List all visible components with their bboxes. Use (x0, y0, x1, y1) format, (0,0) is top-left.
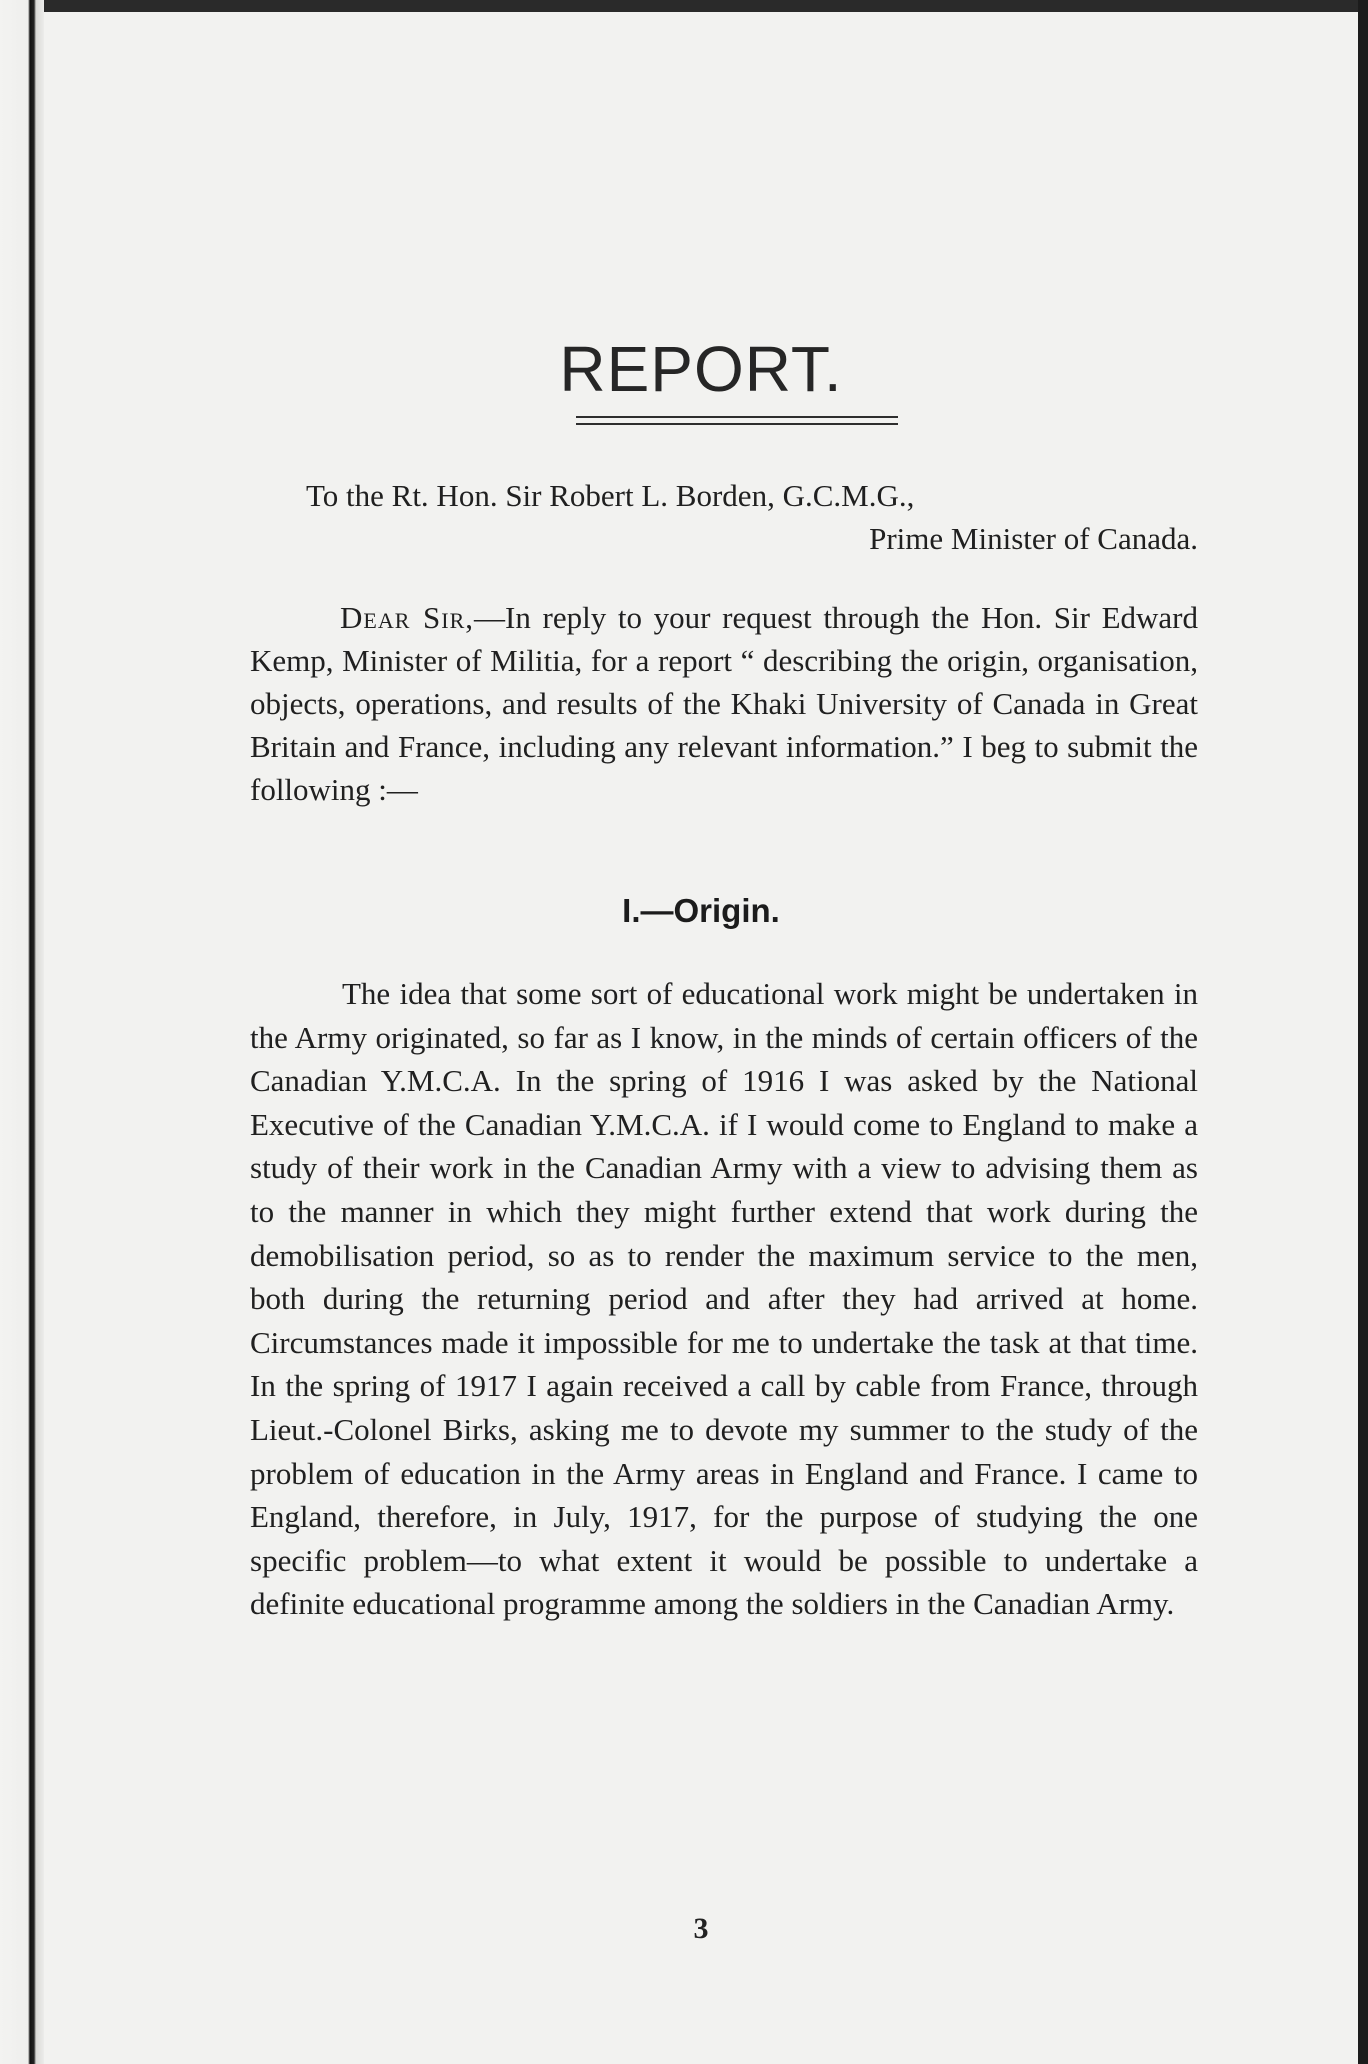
page-title: REPORT. (559, 333, 843, 405)
document-page (44, 12, 1358, 2064)
addressee-line-1: To the Rt. Hon. Sir Robert L. Borden, G.C.M.G., (306, 478, 915, 513)
page-number: 3 (693, 1912, 709, 1945)
salutation: Dear Sir, (340, 600, 475, 635)
scan-top-border (0, 0, 1368, 12)
body-paragraph: The idea that some sort of educational work might be undertaken in the Army originated, so far as I know, in the minds of certain officers of the Canadian Y.M.C.A. In the spring of 1916 I was asked by the National Executive of the Canadian Y.M.C.A. if I would come to England to make a study of their work in the Canadian Army with a view to advising them as to the manner in which they might further extend that work during the demobilisation period, so as to render the maximum service to the men, both during the returning period and after they had arrived at home. Circumstances made it impossible for me to undertake the task at that time. In the spring of 1917 I again received a call by cable from France, through Lieut.-Colonel Birks, asking me to devote my summer to the study of the problem of education in the Army areas in England and France. I came to England, therefore, in July, 1917, for the purpose of studying the one specific problem—to what extent it would be possible to undertake a definite educational programme among the soldiers in the Canadian Army. (250, 976, 1198, 1622)
addressee-line-2: Prime Minister of Canada. (869, 521, 1198, 556)
opening-paragraph-text: —In reply to your request through the Hon. Sir Edward Kemp, Minister of Militia, for a report “ describing the origin, organisation, objects, operations, and results of the Khaki University of Canada in Great Britain and France, including any relevant information.” I beg to submit the following :— (250, 600, 1198, 807)
addressee-block (306, 474, 1198, 560)
title-underline-top (576, 416, 898, 418)
opening-paragraph (250, 596, 1198, 811)
section-heading: I.—Origin. (622, 892, 780, 929)
book-binding-edge (0, 0, 44, 2064)
title-underline-bottom (576, 423, 898, 425)
scan-right-border (1358, 0, 1368, 2064)
